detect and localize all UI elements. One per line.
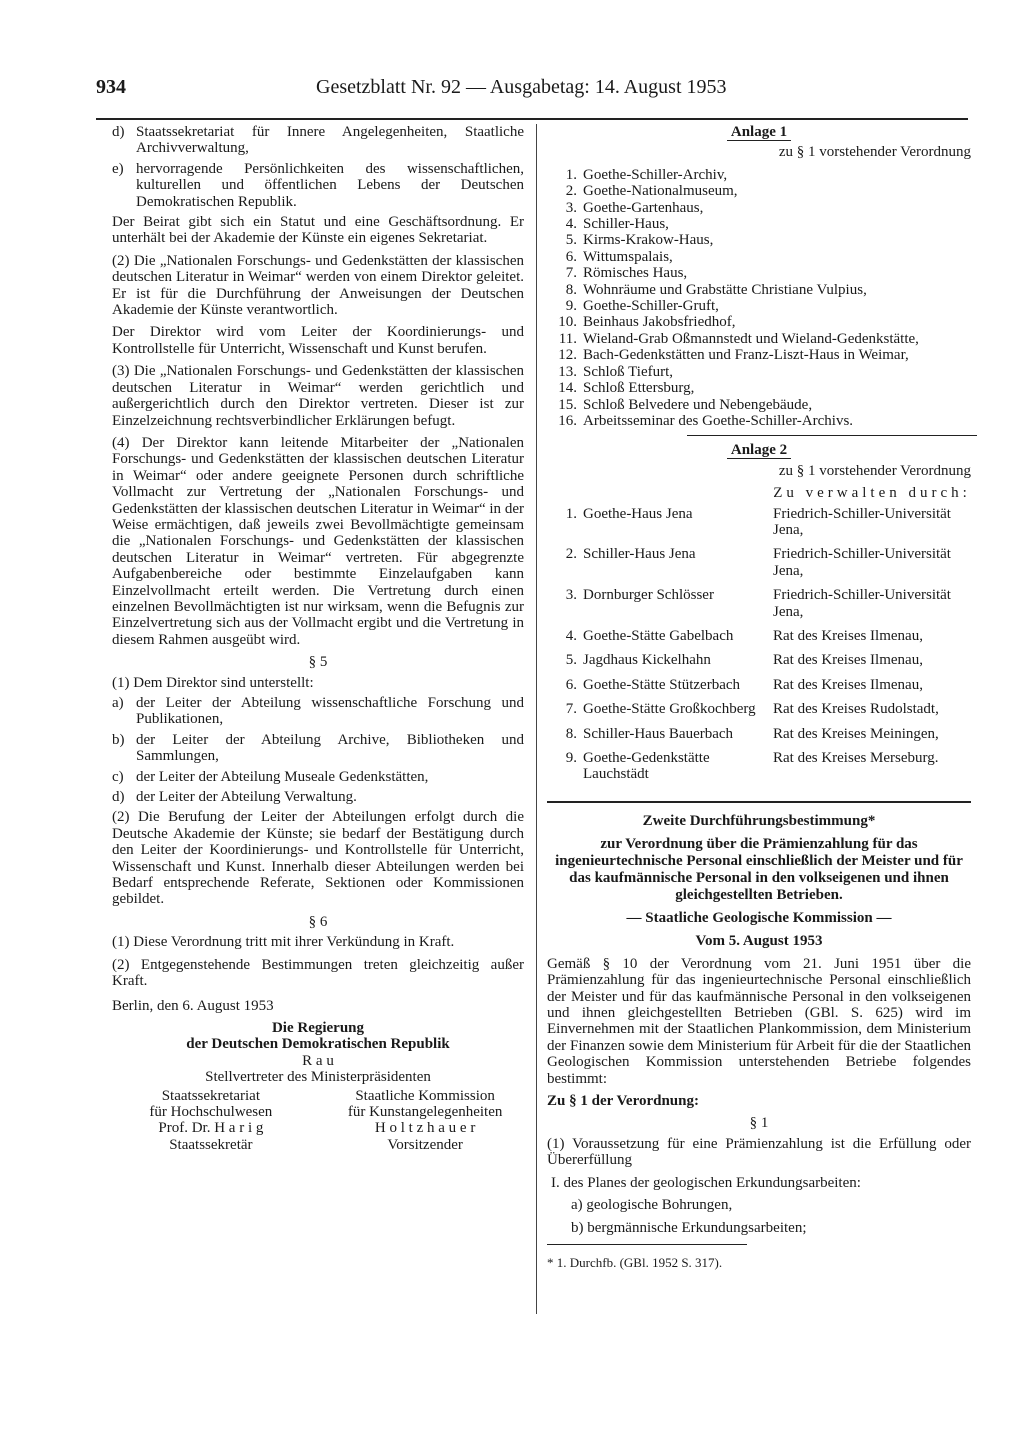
list-item	[547, 183, 971, 199]
administrator: Rat des Kreises Meiningen,	[773, 725, 939, 742]
anlage-1-list	[547, 167, 971, 430]
list-item	[547, 380, 971, 396]
row-number: 7.	[565, 701, 577, 718]
anlage-1-subtitle: zu § 1 vorstehender Verordnung	[778, 144, 971, 161]
item-label: c)	[112, 768, 124, 785]
item-text: Goethe-Gartenhaus,	[583, 199, 704, 216]
row-number: 8.	[565, 725, 577, 742]
item-number: 2.	[565, 183, 577, 200]
item-number: 15.	[558, 396, 577, 413]
list-item	[547, 200, 971, 216]
section-heading: § 6	[308, 913, 328, 930]
page-number: 934	[96, 76, 126, 98]
list-item	[547, 298, 971, 314]
signature-block	[112, 1088, 524, 1154]
footnote: * 1. Durchfb. (GBl. 1952 S. 317).	[547, 1254, 723, 1270]
list-item	[547, 282, 971, 298]
government-title: Die Regierung	[271, 1019, 365, 1036]
site-name: Goethe-Stätte Gabelbach	[583, 627, 734, 644]
administrator: Friedrich-Schiller-Universität Jena,	[773, 546, 951, 579]
row-number: 4.	[565, 627, 577, 644]
signature-right	[326, 1088, 524, 1154]
item-text: Goethe-Schiller-Archiv,	[583, 166, 728, 183]
decree-commission: — Staatliche Geologische Kommission —	[626, 909, 892, 926]
row-number: 6.	[565, 676, 577, 693]
list-item	[112, 769, 524, 785]
anlage-1-title	[547, 124, 971, 140]
place-date: Berlin, den 6. August 1953	[112, 997, 274, 1014]
site-name: Schiller-Haus Jena	[583, 546, 696, 563]
list-item	[547, 347, 971, 363]
item-text: Staatssekretariat für Innere Angelegenheiten, Staatliche Archivverwaltung,	[136, 124, 524, 157]
right-column	[547, 124, 971, 1271]
sig-line: Staatssekretär	[169, 1136, 253, 1153]
item-text: der Leiter der Abteilung Archive, Bibliotheken und Sammlungen,	[136, 731, 524, 765]
decree-subtitle: zur Verordnung über die Prämienzahlung für das ingenieurtechnische Personal einschließlich der Meister und für das kaufmännische Personal in den volkseigenen und ihnen gleichgestellten Betrieben.	[555, 835, 963, 903]
table-row	[547, 726, 971, 750]
section-heading: § 1	[749, 1115, 769, 1132]
item-label: d)	[112, 789, 125, 806]
item-number: 8.	[565, 281, 577, 298]
list-item	[112, 695, 524, 728]
row-number: 9.	[565, 750, 577, 766]
paragraph: I. des Planes der geologischen Erkundungsarbeiten:	[551, 1174, 861, 1191]
left-column	[112, 124, 524, 1153]
site-name: Goethe-Gedenkstätte Lauchstädt	[583, 750, 710, 783]
list-item	[112, 161, 524, 210]
item-number: 4.	[565, 216, 577, 233]
item-number: 16.	[558, 412, 577, 429]
administrator: Rat des Kreises Merseburg.	[773, 750, 939, 766]
anlage-2-table	[547, 485, 971, 791]
item-text: Wieland-Grab Oßmannstedt und Wieland-Gedenkstätte,	[583, 330, 919, 347]
item-number: 11.	[558, 330, 577, 347]
item-number: 7.	[565, 265, 577, 282]
row-number: 3.	[565, 587, 577, 604]
item-number: 13.	[558, 363, 577, 380]
list-item	[547, 331, 971, 347]
table-row	[547, 628, 971, 652]
administrator: Rat des Kreises Rudolstadt,	[773, 701, 939, 718]
anlage-1-title-text: Anlage 1	[727, 124, 791, 141]
list-item	[547, 413, 971, 429]
table-row	[547, 506, 971, 547]
row-number: 1.	[565, 505, 577, 522]
list-item	[547, 167, 971, 183]
section-heading: § 5	[308, 654, 328, 671]
list-item: b) bergmännische Erkundungsarbeiten;	[571, 1219, 807, 1236]
paragraph: Der Beirat gibt sich ein Statut und eine Geschäftsordnung. Er unterhält bei der Akademie der Künste ein eigenes Sekretariat.	[112, 214, 524, 247]
list-item	[547, 216, 971, 232]
table-row	[547, 750, 971, 791]
anlage-2-subtitle: zu § 1 vorstehender Verordnung	[778, 462, 971, 479]
paragraph: (3) Die „Nationalen Forschungs- und Gedenkstätten der klassischen deutschen Literatur in Weimar“ werden gerichtlich und außergerichtlich durch den Direktor vertreten. Dieser ist zur Einzelzeichnung rechtsverbindlicher Erklärungen befugt.	[112, 363, 524, 429]
site-name: Jagdhaus Kickelhahn	[583, 652, 711, 669]
sig-line: H o l t z h a u e r	[374, 1120, 476, 1137]
item-text: Römisches Haus,	[583, 265, 688, 282]
item-text: Goethe-Nationalmuseum,	[583, 183, 738, 200]
item-text: Beinhaus Jakobsfriedhof,	[583, 314, 736, 331]
item-label: d)	[112, 124, 125, 140]
paragraph: (2) Die „Nationalen Forschungs- und Gedenkstätten der klassischen deutschen Literatur in Weimar“ werden von einem Direktor geleitet. Er ist für die Durchführung der Anweisungen der Deutschen Akademie der Künste verantwortlich.	[112, 252, 524, 319]
item-text: Arbeitsseminar des Goethe-Schiller-Archivs.	[583, 412, 854, 429]
item-text: Goethe-Schiller-Gruft,	[583, 298, 719, 315]
administrator: Rat des Kreises Ilmenau,	[773, 652, 923, 669]
paragraph: (1) Voraussetzung für eine Prämienzahlung ist die Erfüllung oder Übererfüllung	[547, 1135, 971, 1169]
decree-title: Zweite Durchführungsbestimmung*	[642, 812, 876, 829]
decree-date: Vom 5. August 1953	[695, 932, 823, 949]
item-number: 1.	[565, 166, 577, 183]
column-header: Zu verwalten durch:	[773, 485, 971, 502]
signer-name: R a u	[302, 1052, 334, 1069]
item-label: e)	[112, 160, 124, 177]
administrator: Rat des Kreises Ilmenau,	[773, 627, 923, 644]
item-number: 9.	[565, 298, 577, 315]
administrator: Friedrich-Schiller-Universität Jena,	[773, 587, 951, 620]
page-header	[96, 76, 896, 102]
list-item	[112, 124, 524, 157]
list-item	[112, 789, 524, 805]
item-text: der Leiter der Abteilung Museale Gedenkstätten,	[136, 768, 429, 785]
list-item	[547, 314, 971, 330]
item-text: Kirms-Krakow-Haus,	[583, 232, 714, 249]
row-number: 2.	[565, 546, 577, 563]
item-text: Schloß Belvedere und Nebengebäude,	[583, 396, 813, 413]
table-row	[547, 677, 971, 701]
list-item	[112, 732, 524, 765]
list-item	[547, 232, 971, 248]
sig-line: Staatliche Kommission	[355, 1087, 495, 1104]
item-text: Wohnräume und Grabstätte Christiane Vulpius,	[583, 281, 867, 298]
footnote-rule	[547, 1244, 747, 1245]
site-name: Goethe-Haus Jena	[583, 505, 693, 522]
list-item	[547, 364, 971, 380]
list-item: a) geologische Bohrungen,	[571, 1197, 733, 1214]
column-divider	[536, 124, 537, 1314]
item-text: Schiller-Haus,	[583, 216, 669, 233]
subheading: Zu § 1 der Verordnung:	[547, 1093, 699, 1110]
header-title: Gesetzblatt Nr. 92 — Ausgabetag: 14. August 1953	[316, 76, 727, 98]
table-row	[547, 701, 971, 725]
administrator: Rat des Kreises Ilmenau,	[773, 676, 923, 693]
signature-left	[112, 1088, 310, 1154]
item-text: Wittumspalais,	[583, 248, 673, 265]
government-name: der Deutschen Demokratischen Republik	[186, 1036, 450, 1053]
anlage-2-title	[547, 442, 971, 458]
paragraph: (1) Diese Verordnung tritt mit ihrer Verkündung in Kraft.	[112, 934, 455, 951]
item-label: a)	[112, 695, 124, 711]
sig-line: Staatssekretariat	[161, 1087, 261, 1104]
item-label: b)	[112, 731, 125, 748]
paragraph: (2) Entgegenstehende Bestimmungen treten gleichzeitig außer Kraft.	[112, 956, 524, 990]
site-name: Goethe-Stätte Stützerbach	[583, 676, 741, 693]
divider	[547, 801, 971, 803]
site-name: Goethe-Stätte Großkochberg	[583, 701, 756, 718]
item-number: 10.	[558, 314, 577, 331]
signer-role: Stellvertreter des Ministerpräsidenten	[205, 1069, 431, 1086]
administrator: Friedrich-Schiller-Universität Jena,	[773, 505, 951, 538]
list-item	[547, 265, 971, 281]
paragraph: (1) Dem Direktor sind unterstellt:	[112, 674, 314, 691]
list-item	[547, 249, 971, 265]
anlage-2-title-text: Anlage 2	[727, 442, 791, 459]
item-number: 3.	[565, 199, 577, 216]
table-row	[547, 546, 971, 587]
sig-line: für Hochschulwesen	[149, 1103, 273, 1120]
item-number: 6.	[565, 248, 577, 265]
paragraph: (4) Der Direktor kann leitende Mitarbeiter der „Nationalen Forschungs- und Gedenkstätten der klassischen deutschen Literatur in Weimar“ oder andere geeignete Personen durch schriftliche Vollmacht zur Vertretung der „Nationalen Forschungs- und Gedenkstätten der klassischen deutschen Literatur in Weimar“ in der Weise ermächtigen, daß jeweils zwei Bevollmächtigte gemeinsam die „Nationalen Forschungs- und Gedenkstätten der klassischen deutschen Literatur in Weimar“ vertreten. Für abgegrenzte Aufgabenbereiche oder bestimmte Einzelaufgaben kann Einzelvollmacht erteilt werden. Die Vertretung durch einen einzelnen Bevollmächtigten ist nur wirksam, wenn die Befugnis zur Einzelvertretung sich aus der Vollmacht ergibt und die Vertretung in diesem Rahmen ausgeübt wird.	[112, 434, 524, 648]
list-item	[547, 397, 971, 413]
paragraph: Gemäß § 10 der Verordnung vom 21. Juni 1951 über die Prämienzahlung für das ingenieurtechnische Personal einschließlich der Meister und für das kaufmännische Personal in den volkseigenen und ihnen gleichgestellten Betrieben (GBl. S. 625) wird im Einvernehmen mit der Staatlichen Plankommission, dem Ministerium der Finanzen sowie dem Ministerium für Arbeit für die der Staatlichen Geologischen Kommission unterstehenden Betriebe folgendes bestimmt:	[547, 955, 971, 1087]
item-number: 5.	[565, 232, 577, 249]
divider	[687, 435, 977, 436]
row-number: 5.	[565, 652, 577, 669]
header-rule	[96, 118, 968, 120]
sig-line: Vorsitzender	[387, 1136, 463, 1153]
item-text: Schloß Ettersburg,	[583, 380, 695, 397]
paragraph: Der Direktor wird vom Leiter der Koordinierungs- und Kontrollstelle für Unterricht, Wissenschaft und Kunst berufen.	[112, 324, 524, 357]
item-text: Schloß Tiefurt,	[583, 363, 674, 380]
sig-line: für Kunstangelegenheiten	[347, 1103, 503, 1120]
item-text: der Leiter der Abteilung wissenschaftliche Forschung und Publikationen,	[136, 695, 524, 728]
item-text: der Leiter der Abteilung Verwaltung.	[136, 789, 357, 806]
table-row	[547, 652, 971, 676]
item-text: hervorragende Persönlichkeiten des wissenschaftlichen, kulturellen und öffentlichen Lebens der Deutschen Demokratischen Republik.	[136, 160, 524, 210]
item-text: Bach-Gedenkstätten und Franz-Liszt-Haus in Weimar,	[583, 347, 909, 364]
item-number: 12.	[558, 347, 577, 364]
site-name: Schiller-Haus Bauerbach	[583, 725, 734, 742]
paragraph: (2) Die Berufung der Leiter der Abteilungen erfolgt durch die Deutsche Akademie der Künste; sie bedarf der Bestätigung durch den Leiter der Koordinierungs- und Kontrollstelle für Unterricht, Wissenschaft und Kunst. Innerhalb dieser Abteilungen werden bei Bedarf entsprechende Referate, Sektionen oder Kommissionen gebildet.	[112, 809, 524, 908]
site-name: Dornburger Schlösser	[583, 587, 714, 604]
table-row	[547, 587, 971, 628]
item-number: 14.	[558, 380, 577, 397]
sig-line: Prof. Dr. H a r i g	[158, 1120, 264, 1137]
